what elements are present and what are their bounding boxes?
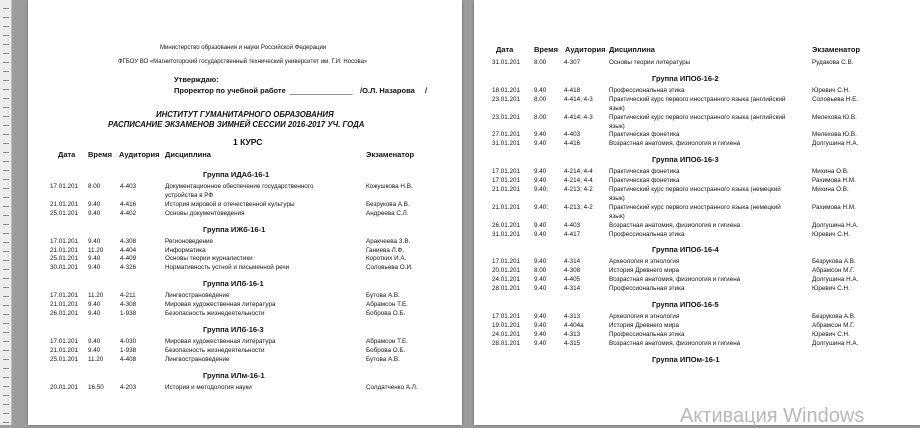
table-row — [28, 356, 462, 366]
cell-date: 17.01.201 — [50, 237, 79, 245]
cell-date: 17.01.201 — [50, 183, 79, 190]
cell-discipline: Профессиональная этика — [609, 285, 685, 293]
cell-examiner: Бутова А.В. — [366, 292, 400, 300]
table-row — [474, 140, 920, 150]
cell-time: 9.40 — [88, 237, 101, 245]
cell-date: 26.01.201 — [50, 310, 79, 317]
cell-examiner: Соловьева О.И. — [366, 264, 413, 272]
header-room: Аудитория — [119, 150, 160, 159]
ministry-line: Министерство образования и науки Российской Федерации — [160, 45, 327, 51]
ruler-ticks — [3, 0, 9, 425]
cell-discipline: устройства в РФ — [165, 191, 214, 199]
cell-time: 9.40 — [534, 131, 547, 139]
cell-room: 4-030 — [120, 337, 137, 345]
cell-date: 17.01.201 — [50, 292, 79, 300]
cell-room: 4-308 — [120, 237, 137, 245]
cell-time: 9.40 — [534, 321, 547, 329]
cell-room: 4-214; 4-4 — [564, 168, 593, 176]
cell-time: 9.40 — [534, 276, 547, 284]
cell-room: 4-414; 4-3 — [564, 113, 593, 121]
cell-room: 4-213; 4-2 — [564, 203, 593, 211]
cell-room: 4-404 — [120, 246, 137, 254]
cell-discipline: Безопасность жизнедеятельности — [165, 310, 265, 317]
cell-room: 4-405 — [564, 276, 581, 284]
cell-room: 4-409 — [120, 255, 137, 263]
cell-discipline: История Древнего мира — [609, 321, 680, 329]
cell-time: 11.20 — [88, 246, 104, 254]
cell-date: 25.01.201 — [50, 355, 79, 363]
cell-room: 4-211 — [120, 292, 136, 300]
cell-room: 4-404а — [564, 321, 584, 329]
group-title: Группа ИПОб-16-2 — [652, 73, 719, 83]
cell-examiner: Долгушина Н.А. — [812, 140, 859, 148]
header-discipline: Дисциплина — [609, 45, 655, 54]
header-date: Дата — [58, 150, 76, 159]
cell-examiner: Абрамсон М.Г. — [812, 321, 855, 329]
cell-examiner: Юревич С.Н. — [812, 86, 850, 94]
cell-date: 26.01.201 — [492, 221, 521, 229]
cell-discipline: Практический курс первого иностранного языка (английский — [609, 95, 786, 103]
cell-discipline: Практическая фонетика — [609, 131, 680, 139]
cell-time: 16.50 — [88, 383, 104, 391]
cell-time: 9.40 — [88, 255, 101, 263]
cell-time: 9.40 — [534, 221, 547, 229]
group-title: Группа ИДАб-16-1 — [203, 170, 270, 179]
cell-date: 25.01.201 — [50, 209, 79, 217]
table-row — [474, 340, 920, 350]
cell-discipline: Практический курс первого иностранного языка (немецкий — [609, 186, 781, 193]
cell-examiner: Абрамсон Т.Е. — [366, 337, 408, 345]
cell-time: 9.40 — [88, 301, 101, 309]
header-examiner: Экзаменатор — [366, 150, 415, 159]
header-examiner: Экзаменатор — [812, 45, 861, 54]
table-row — [28, 310, 462, 320]
cell-discipline: Основы документоведения — [165, 209, 245, 217]
cell-examiner: Ганиева Л.Ф. — [366, 246, 404, 254]
cell-examiner: Мелехова Ю.В. — [812, 131, 857, 139]
cell-examiner: Андреева С.Л. — [366, 209, 409, 217]
cell-date: 19.01.201 — [492, 321, 521, 329]
cell-discipline: Практическая фонетика — [609, 177, 680, 185]
cell-room: 4-402 — [120, 209, 137, 217]
cell-room: 4-213; 4-2 — [564, 186, 593, 193]
cell-discipline: Безопасность жизнедеятельности — [165, 346, 265, 354]
cell-discipline: Лингвострановедение — [165, 292, 230, 300]
group-title: Группа ИПОб-16-3 — [652, 155, 719, 165]
cell-time: 9.40 — [534, 339, 547, 347]
cell-time: 9.40 — [534, 86, 547, 94]
cell-room: 4-314 — [564, 285, 581, 293]
cell-date: 21.01.201 — [492, 186, 521, 193]
course-title: 1 КУРС — [233, 137, 263, 147]
table-row — [28, 264, 462, 274]
cell-time: 9.40 — [534, 168, 547, 176]
cell-time: 9.40 — [534, 177, 547, 185]
table-row — [474, 231, 920, 241]
group-title: Группа ИПОм-16-1 — [652, 354, 720, 364]
cell-discipline: Возрастная анатомия, физиология и гигиена — [609, 221, 741, 229]
cell-examiner: Боброва О.Б. — [366, 310, 406, 317]
cell-examiner: Юревич С.Н. — [812, 230, 850, 238]
cell-discipline: Документационное обеспечение государственного — [165, 183, 314, 190]
cell-time: 9.40 — [88, 264, 101, 272]
cell-discipline: Практический курс первого иностранного языка (английский — [609, 113, 786, 121]
activation-watermark: Активация Windows — [680, 405, 865, 427]
cell-time: 8.00 — [534, 59, 547, 66]
cell-room: 4-307 — [564, 59, 581, 66]
cell-discipline: Основы теории журналистики — [165, 255, 253, 263]
cell-examiner: Мелехова Ю.В. — [812, 113, 857, 121]
cell-time: 9.40 — [88, 209, 101, 217]
cell-discipline: История Древнего мира — [609, 267, 680, 275]
cell-date: 21.01.201 — [50, 301, 79, 309]
cell-examiner: Михина О.В. — [812, 168, 849, 176]
header-time: Время — [88, 150, 112, 159]
cell-discipline: Профессиональная этика — [609, 86, 685, 94]
cell-date: 27.01.201 — [492, 131, 521, 139]
cell-date: 31.01.201 — [492, 140, 521, 148]
cell-examiner: Солдатченко А.Л. — [366, 383, 418, 391]
cell-discipline: Археология и этнология — [609, 313, 680, 320]
table-row — [474, 59, 920, 69]
cell-room: 4-313 — [564, 330, 581, 338]
cell-examiner: Аракчеева З.В. — [366, 237, 411, 245]
cell-discipline: Регионоведение — [165, 237, 214, 245]
cell-discipline: язык) — [609, 104, 625, 112]
cell-room: 4-416 — [120, 200, 137, 208]
cell-discipline: Профессиональная этика — [609, 330, 685, 338]
group-title: Группа ИПОб-16-5 — [652, 300, 719, 309]
header-discipline: Дисциплина — [165, 150, 211, 159]
cell-discipline: История и методология науки — [165, 383, 252, 391]
cell-time: 9.40 — [534, 313, 547, 320]
cell-date: 17.01.201 — [492, 313, 521, 320]
approve-label: Утверждаю: — [174, 75, 219, 84]
cell-time: 8.00 — [534, 95, 547, 103]
cell-room: 4-214; 4-4 — [564, 177, 593, 185]
cell-room: 4-326 — [120, 264, 137, 272]
cell-date: 25.01.201 — [50, 255, 79, 263]
cell-discipline: Основы теории литературы — [609, 59, 691, 66]
cell-examiner: Абрамсон Т.Е. — [366, 301, 408, 309]
cell-examiner: Кожушкова Н.В. — [366, 183, 413, 190]
cell-time: 9.40 — [88, 200, 101, 208]
cell-examiner: Бутова А.В. — [366, 355, 400, 363]
cell-date: 23.01.201 — [492, 95, 521, 103]
cell-time: 8.00 — [534, 267, 547, 275]
group-title: Группа ИЛб-16-1 — [203, 279, 264, 289]
cell-examiner: Рудакова С.В. — [812, 59, 854, 66]
cell-examiner: Абрамсон М.Г. — [812, 267, 855, 275]
cell-date: 20.01.201 — [492, 267, 521, 275]
cell-time: 8.00 — [88, 183, 101, 190]
cell-room: 4-417 — [564, 230, 581, 238]
cell-room: 4-315 — [564, 339, 581, 347]
cell-examiner: Михина О.В. — [812, 186, 849, 193]
cell-time: 9.40 — [534, 285, 547, 293]
cell-discipline: язык) — [609, 122, 625, 130]
cell-discipline: Возрастная анатомия, физиология и гигиена — [609, 140, 741, 148]
header-room: Аудитория — [565, 45, 606, 54]
cell-time: 9.40 — [534, 230, 547, 238]
cell-examiner: Безрукова А.В. — [812, 258, 856, 266]
cell-room: 4-313 — [564, 313, 581, 320]
cell-examiner: Долгушина Н.А. — [812, 276, 859, 284]
approve-role: Проректор по учебной работе — [174, 86, 286, 95]
cell-room: 4-403 — [564, 221, 581, 229]
cell-room: 4-308 — [564, 267, 581, 275]
cell-discipline: История мировой и отечественной культуры — [165, 200, 295, 208]
cell-discipline: Нормативность устной и письменной речи — [165, 264, 290, 272]
table-row — [28, 210, 462, 220]
cell-room: 1-938 — [120, 346, 137, 354]
cell-date: 28.01.201 — [492, 339, 521, 347]
cell-examiner: Соловьева Н.Е. — [812, 95, 859, 103]
cell-examiner: Юревич С.Н. — [812, 285, 850, 293]
cell-date: 21.01.201 — [492, 203, 521, 211]
cell-date: 20.01.201 — [50, 383, 79, 391]
cell-discipline: язык) — [609, 194, 625, 202]
cell-time: 9.40 — [534, 330, 547, 338]
cell-room: 4-408 — [120, 355, 137, 363]
cell-time: 9.40; — [534, 186, 549, 193]
cell-time: 8.00 — [534, 113, 547, 121]
cell-room: 4-403 — [564, 131, 581, 139]
cell-room: 1-938 — [120, 310, 137, 317]
cell-examiner: Боброва О.Б. — [366, 346, 406, 354]
vertical-ruler[interactable] — [0, 0, 12, 425]
cell-room: 4-403 — [120, 183, 137, 190]
cell-discipline: Археология и этнология — [609, 258, 680, 266]
cell-discipline: Практический курс первого иностранного языка (немецкий — [609, 203, 781, 211]
cell-time: 9.40 — [88, 337, 101, 345]
cell-room: 4-203 — [120, 383, 137, 391]
approve-name: /О.Л. Назарова — [360, 86, 415, 95]
cell-room: 4-416 — [564, 140, 581, 148]
cell-date: 17.01.201 — [492, 177, 521, 185]
approve-slash: / — [425, 86, 428, 95]
cell-time: 11.20 — [88, 355, 104, 363]
cell-date: 28.01.201 — [492, 285, 521, 293]
cell-discipline: Практическая фонетика — [609, 168, 680, 176]
cell-examiner: Коротких И.А. — [366, 255, 407, 263]
group-title: Группа ИПОб-16-4 — [652, 245, 719, 255]
cell-time: 9.40 — [88, 346, 101, 354]
group-title: Группа ИЛб-16-3 — [203, 324, 264, 334]
document-page-1 — [28, 0, 462, 425]
table-row — [28, 384, 462, 394]
cell-date: 24.01.201 — [492, 330, 521, 338]
cell-discipline: Лингвострановедение — [165, 355, 230, 363]
cell-discipline: Возрастная анатомия, физиология и гигиена — [609, 276, 741, 284]
cell-date: 23.01.201 — [492, 113, 521, 121]
cell-time: 9.40 — [534, 140, 547, 148]
cell-date: 17.01.201 — [492, 258, 521, 266]
cell-date: 17.01.201 — [50, 337, 79, 345]
cell-time: 11.20 — [88, 292, 104, 300]
cell-room: 4-314 — [564, 258, 581, 266]
cell-date: 24.01.201 — [492, 276, 521, 284]
cell-discipline: Возрастная анатомия, физиология и гигиена — [609, 339, 741, 347]
cell-date: 31.01.201 — [492, 230, 521, 238]
cell-room: 4-308 — [120, 301, 137, 309]
cell-date: 31.01.201 — [492, 59, 521, 66]
cell-examiner: Долгушина Н.А. — [812, 221, 859, 229]
header-time: Время — [534, 45, 558, 54]
cell-date: 17.01.201 — [492, 168, 521, 176]
cell-examiner: Безрукова А.В. — [366, 200, 410, 208]
cell-examiner: Безрукова А.В. — [812, 313, 856, 320]
cell-time: 9.40 — [88, 310, 101, 317]
cell-discipline: Профессиональная этика — [609, 230, 685, 238]
cell-time: 9.40 — [534, 258, 547, 266]
group-title: Группа ИЛм-16-1 — [203, 370, 265, 380]
cell-examiner: Долгушина Н.А. — [812, 339, 859, 347]
header-date: Дата — [496, 45, 514, 54]
cell-date: 30.01.201 — [50, 264, 79, 272]
cell-date: 21.01.201 — [50, 246, 79, 254]
cell-discipline: язык) — [609, 212, 625, 220]
cell-date: 21.01.201 — [50, 200, 79, 208]
document-page-2 — [474, 0, 920, 425]
cell-discipline: Мировая художественная литература — [165, 337, 276, 345]
cell-examiner: Рахимова Н.М. — [812, 177, 856, 185]
schedule-title: РАСПИСАНИЕ ЭКЗАМЕНОВ ЗИМНЕЙ СЕССИИ 2016-2017 УЧ. ГОДА — [108, 120, 365, 129]
cell-examiner: Юревич С.Н. — [812, 330, 850, 338]
university-line: ФГБОУ ВО «Магнитогорский государственный технический университет им. Г.И. Носова» — [118, 59, 368, 65]
cell-room: 4-418 — [564, 86, 581, 94]
cell-date: 21.01.201 — [50, 346, 79, 354]
cell-room: 4-414; 4-3 — [564, 95, 593, 103]
cell-discipline: Мировая художественная литература — [165, 301, 276, 309]
cell-time: 9.40; — [534, 203, 549, 211]
cell-discipline: Информатика — [165, 246, 206, 254]
institute-title: ИНСТИТУТ ГУМАНИТАРНОГО ОБРАЗОВАНИЯ — [156, 110, 334, 119]
group-title: Группа ИЖб-16-1 — [203, 224, 266, 234]
cell-examiner: Рахимова Н.М. — [812, 203, 856, 211]
cell-date: 18.01.201 — [492, 86, 521, 94]
approve-signature-line: _______________ — [290, 86, 353, 95]
table-row — [474, 285, 920, 295]
